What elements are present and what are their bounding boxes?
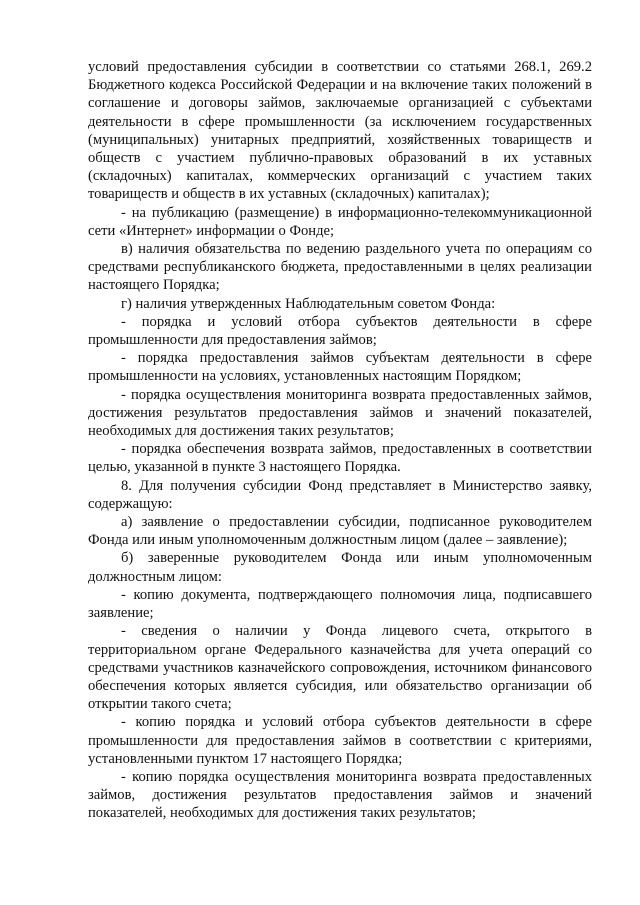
paragraph: - порядка предоставления займов субъектам деятельности в сфере промышленности на условиях, установленных настоящим Порядком; (88, 350, 592, 385)
paragraph: - сведения о наличии у Фонда лицевого счета, открытого в территориальном органе Федерального казначейства для учета операций со средствами участников казначейского сопровождения, источником финансового обеспечения которых является субсидия, или обязательство организации об открытии такого счета; (88, 623, 592, 713)
paragraph: - копию документа, подтверждающего полномочия лица, подписавшего заявление; (88, 586, 592, 622)
paragraph: - копию порядка и условий отбора субъектов деятельности в сфере промышленности для предоставления займов в соответствии с критериями, установленными пунктом 17 настоящего Порядка; (88, 714, 592, 767)
paragraph: - порядка осуществления мониторинга возврата предоставленных займов, достижения результатов предоставления займов и значений показателей, необходимых для достижения таких результатов; (88, 386, 592, 440)
paragraph: б) заверенные руководителем Фонда или иным уполномоченным должностным лицом: (88, 550, 592, 585)
paragraph: в) наличия обязательства по ведению раздельного учета по операциям со средствами республиканского бюджета, предоставленными в целях реализации настоящего Порядка; (88, 241, 592, 294)
paragraph: - порядка обеспечения возврата займов, предоставленных в соответствии целью, указанной в пункте 3 настоящего Порядка. (88, 441, 592, 476)
paragraph: - копию порядка осуществления мониторинга возврата предоставленных займов, достижения результатов предоставления займов и значений показателей, необходимых для достижения таких результатов; (88, 768, 592, 822)
paragraph: 8. Для получения субсидии Фонд представляет в Министерство заявку, содержащую: (88, 477, 592, 512)
paragraph: условий предоставления субсидии в соответствии со статьями 268.1, 269.2 Бюджетного кодекса Российской Федерации и на включение таких положений в соглашение и договоры займов, заключаемые организацией с субъектами деятельности в сфере промышленности (за исключением государственных (муниципальных) унитарных предприятий, хозяйственных товариществ и обществ с участием публично-правовых образований в их уставных (складочных) капиталах, коммерческих организаций с участием таких товариществ и обществ в их уставных (складочных) капиталах); (88, 59, 592, 203)
paragraph: г) наличия утвержденных Наблюдательным советом Фонда: (121, 295, 496, 312)
paragraph: - на публикацию (размещение) в информационно-телекоммуникационной сети «Интернет» информации о Фонде; (88, 204, 592, 239)
paragraph: а) заявление о предоставлении субсидии, подписанное руководителем Фонда или иным уполномоченным должностным лицом (далее – заявление); (88, 514, 592, 549)
paragraph: - порядка и условий отбора субъектов деятельности в сфере промышленности для предоставления займов; (88, 313, 592, 349)
